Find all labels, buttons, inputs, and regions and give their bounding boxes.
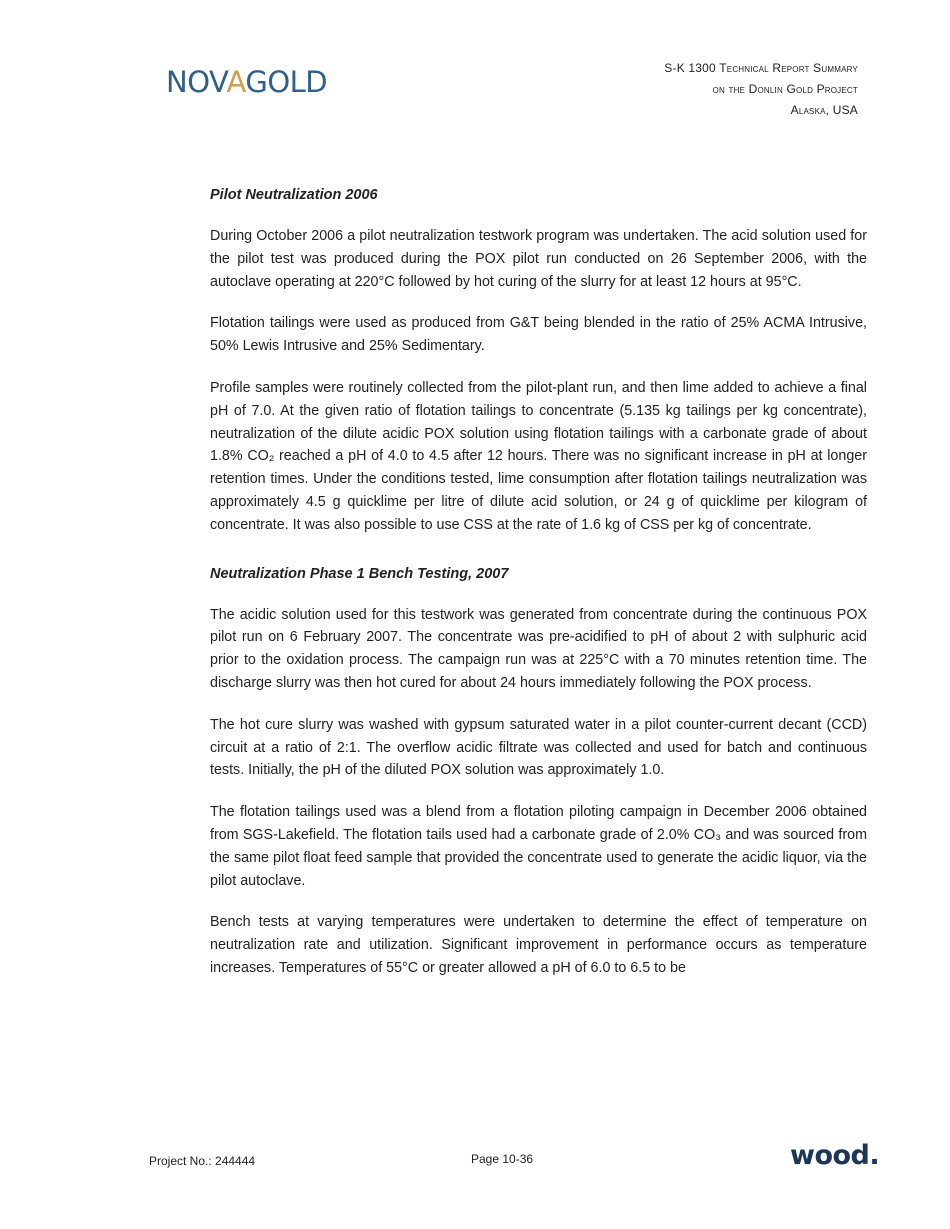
novagold-logo — [166, 64, 327, 100]
logo-accent-letter: A — [226, 65, 246, 99]
project-number: Project No.: 244444 — [149, 1154, 256, 1168]
paragraph: Profile samples were routinely collected from the pilot-plant run, and then lime added to achieve a final pH of 7.0. At the given ratio of flotation tailings to concentrate (5.135 kg tailings per kg concentrate), neutralization of the dilute acidic POX solution using flotation tailings with a carbonate grade of about 1.8% CO₂ reached a pH of 4.0 to 4.5 after 12 hours. There was no significant increase in pH at longer retention times. Under the conditions tested, lime consumption after flotation tailings neutralization was approximately 4.5 g quicklime per litre of dilute acid solution, or 24 g of quicklime per kilogram of concentrate. It was also possible to use CSS at the rate of 1.6 kg of CSS per kg of concentrate. — [210, 379, 867, 533]
paragraph: The flotation tailings used was a blend from a flotation piloting campaign in December 2006 obtained from SGS-Lakefield. The flotation tails used had a carbonate grade of 2.0% CO₃ and was sourced from the same pilot float feed sample that provided the concentrate used to generate the acidic liquor, via the pilot autoclave. — [210, 804, 867, 889]
report-title-line-1: S-K 1300 Technical Report Summary — [664, 61, 858, 75]
report-header — [664, 58, 858, 121]
paragraph: During October 2006 a pilot neutralization testwork program was undertaken. The acid solution used for the pilot test was produced during the POX pilot run conducted on 26 September 2006, with the autoclave operating at 220°C followed by hot curing of the slurry for at least 12 hours at 95°C. — [210, 228, 867, 290]
logo-text-main: NOV — [166, 65, 227, 99]
logo-text-rest: GOLD — [245, 65, 328, 99]
section-heading-pilot-neutralization: Pilot Neutralization 2006 — [210, 187, 378, 203]
report-title-line-2: on the Donlin Gold Project — [712, 82, 858, 96]
section-heading-phase1-bench-testing: Neutralization Phase 1 Bench Testing, 2007 — [210, 565, 509, 582]
paragraph: Flotation tailings were used as produced from G&T being blended in the ratio of 25% ACMA Intrusive, 50% Lewis Intrusive and 25% Sedimentary. — [210, 315, 867, 355]
paragraph: The acidic solution used for this testwork was generated from concentrate during the continuous POX pilot run on 6 February 2007. The concentrate was pre-acidified to pH of about 2 with sulphuric acid prior to the oxidation process. The campaign run was at 225°C with a 70 minutes retention time. The discharge slurry was then hot cured for about 24 hours immediately following the POX process. — [210, 606, 867, 691]
paragraph: The hot cure slurry was washed with gypsum saturated water in a pilot counter-current decant (CCD) circuit at a ratio of 2:1. The overflow acidic filtrate was collected and used for batch and continuous tests. Initially, the pH of the diluted POX solution was approximately 1.0. — [210, 716, 867, 779]
document-body — [210, 184, 867, 999]
wood-logo: wood. — [790, 1140, 880, 1171]
paragraph: Bench tests at varying temperatures were undertaken to determine the effect of temperature on neutralization rate and utilization. Significant improvement in performance occurs as temperature increases. Temperatures of 55°C or greater allowed a pH of 6.0 to 6.5 to be — [210, 914, 867, 976]
report-title-line-3: Alaska, USA — [790, 103, 858, 117]
page-number: Page 10-36 — [471, 1152, 534, 1166]
